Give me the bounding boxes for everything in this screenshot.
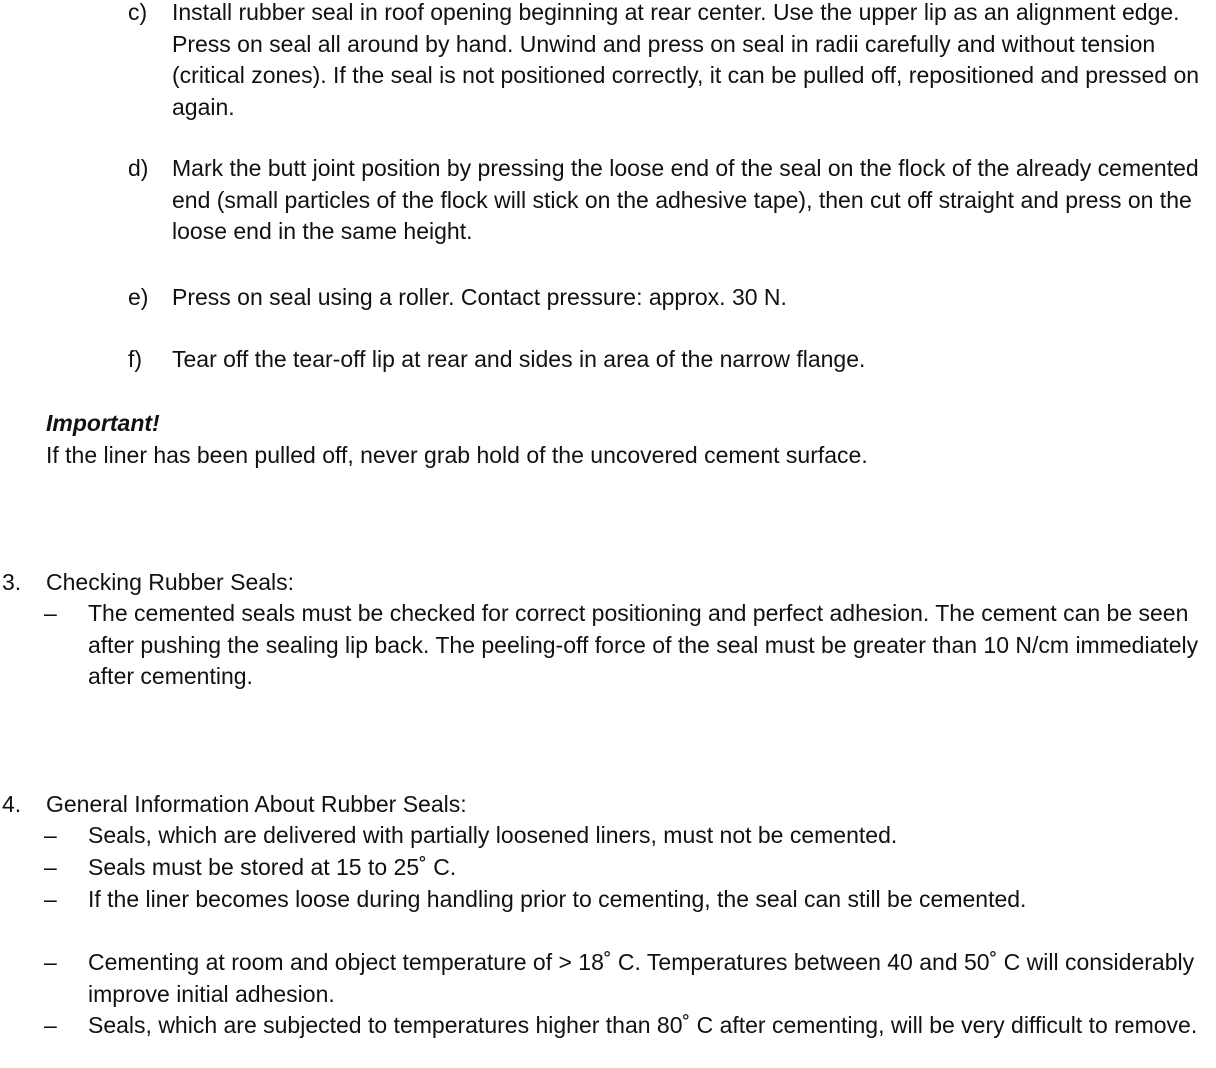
section-number: 3. (2, 569, 22, 595)
step-letter: d) (128, 155, 149, 181)
step-text: Install rubber seal in roof opening beginning at rear center. Use the upper lip as an alignment edge. Press on seal all around by hand. Unwind and press on seal in radii carefully and without tension (critical zones). If the seal is not positioned correctly, it can be pulled off, repositioned and pressed on again. (172, 0, 1200, 120)
section-number: 4. (2, 791, 22, 817)
dash-bullet: – (44, 886, 57, 912)
dash-bullet: – (44, 600, 57, 626)
important-note (46, 408, 1196, 471)
section-heading: General Information About Rubber Seals: (46, 791, 467, 817)
step-letter: f) (128, 346, 143, 372)
step-letter: e) (128, 284, 149, 310)
list-item-text: Seals, which are subjected to temperatures higher than 80˚ C after cementing, will be very difficult to remove. (88, 1012, 1198, 1038)
important-text: If the liner has been pulled off, never grab hold of the uncovered cement surface. (46, 441, 868, 468)
dash-bullet: – (44, 1012, 57, 1038)
step-text: Mark the butt joint position by pressing the loose end of the seal on the flock of the already cemented end (small particles of the flock will stick on the adhesive tape), then cut off straight and press on the loose end in the same height. (172, 155, 1199, 244)
dash-bullet: – (44, 822, 57, 848)
list-item-text: If the liner becomes loose during handling prior to cementing, the seal can still be cemented. (88, 886, 1027, 912)
important-label: Important! (46, 410, 160, 436)
list-item-text: Cementing at room and object temperature of > 18˚ C. Temperatures between 40 and 50˚ C will considerably improve initial adhesion. (88, 949, 1195, 1007)
step-letter: c) (128, 0, 148, 25)
list-item-text: The cemented seals must be checked for correct positioning and perfect adhesion. The cement can be seen after pushing the sealing lip back. The peeling-off force of the seal must be greater than 10 N/cm immediately after cementing. (88, 600, 1199, 689)
step-text: Tear off the tear-off lip at rear and sides in area of the narrow flange. (172, 346, 866, 372)
dash-bullet: – (44, 854, 57, 880)
dash-bullet: – (44, 949, 57, 975)
list-item-text: Seals must be stored at 15 to 25˚ C. (88, 854, 457, 880)
section-heading: Checking Rubber Seals: (46, 569, 295, 595)
step-text: Press on seal using a roller. Contact pressure: approx. 30 N. (172, 284, 787, 310)
list-item-text: Seals, which are delivered with partially loosened liners, must not be cemented. (88, 822, 898, 848)
